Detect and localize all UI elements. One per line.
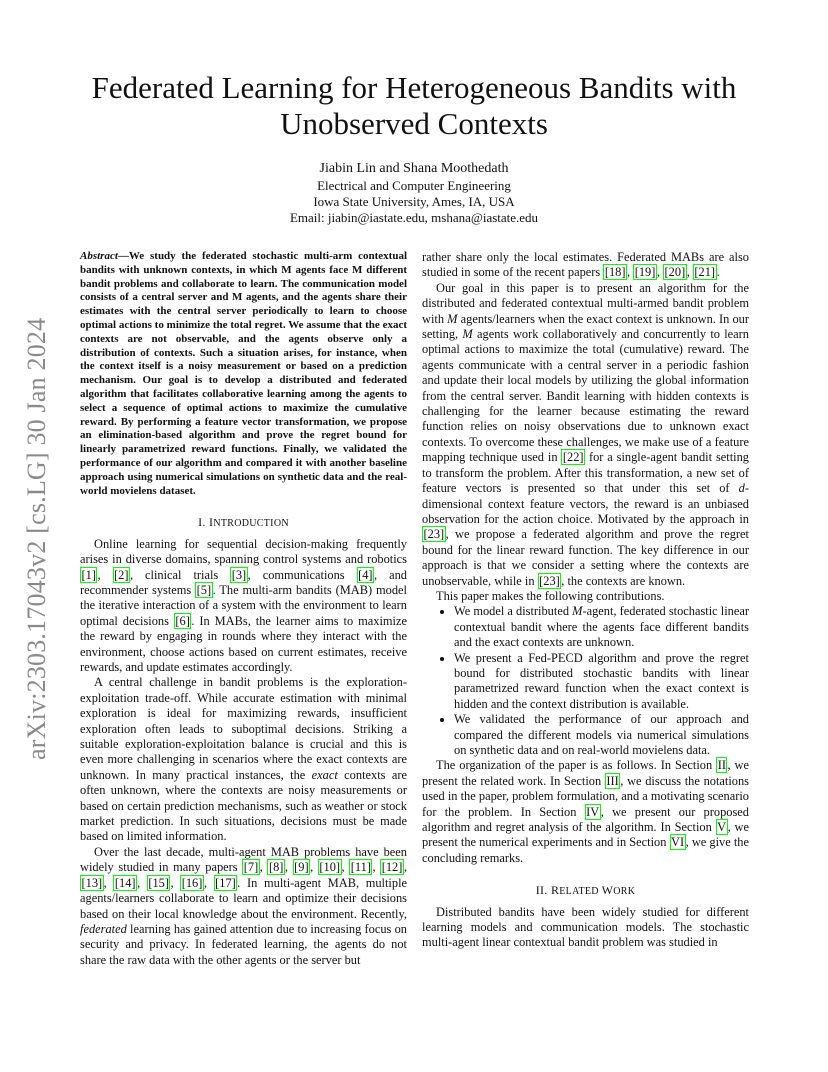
contributions-intro: This paper makes the following contributions. [436, 588, 665, 603]
intro-paragraph-2: A central challenge in bandit problems is the exploration-exploitation trade-off. While accurate estimation with minimal exploration is ideal for maximizing rewards, insufficient exploration often leads to suboptimal decisions. Striking a suitable exploration-exploitation balance is crucial and this is even more challenging in scenarios where the exact contexts are unknown. In many practical instances, the exact contexts are often unknown, where the contexts are noisy measurements or based on certain prediction mechanisms, such as weather or stock market prediction. In such situations, decisions must be made based on limited information. [80, 675, 407, 844]
abstract-text: —We study the federated stochastic multi-arm contextual bandits with unknown contexts, in which M agents face M different bandit problems and collaborate to learn. The communication model consists of a central server and M agents, and the agents share their estimates with the central server periodically to learn to choose optimal actions to minimize the total regret. We assume that the exact contexts are not observable, and the agents observe only a distribution of contexts. Such a situation arises, for instance, when the context itself is a noisy measurement or based on a prediction mechanism. Our goal is to develop a distributed and federated algorithm that facilitates collaborative learning among the agents to select a sequence of optimal actions to maximize the cumulative reward. By performing a feature vector transformation, we propose an elimination-based algorithm and prove the regret bound for linearly parametrized reward functions. Finally, we validated the performance of our algorithm and compared it with another baseline approach using numerical simulations on synthetic data and the real-world movielens dataset. [80, 250, 407, 497]
list-item: • We present a Fed-PECD algorithm and prove the regret bound for distributed stochastic bandits with linear parametrized reward function when the exact context is hidden and the context distribution is available. [454, 651, 749, 713]
citation-link[interactable]: [14] [114, 875, 136, 890]
citation-link[interactable]: [13] [81, 875, 103, 890]
intro-paragraph-4: Our goal in this paper is to present an algorithm for the distributed and federated contextual multi-armed bandit problem with M agents/learners when the exact context is unknown. In our setting, M agents work collaboratively and concurrently to learn optimal actions to maximize the total (cumulative) reward. The agents communicate with a central server in a periodic fashion and update their local models by utilizing the global information from the central server. Bandit learning with hidden contexts is challenging for the learner because estimating the reward function relies on noisy observations due to unknown exact contexts. To overcome these challenges, we make use of a feature mapping technique used in [22] for a single-agent bandit setting to transform the problem. After this transformation, a new set of feature vectors is presented so that under this set of d-dimensional context feature vectors, the reward is an unbiased observation for the action choice. Motivated by the approach in [23] , we propose a federated algorithm and prove the regret bound for the linear reward function. The key difference in our approach is that we consider a setting where the contexts are unobservable, while in [23] , the contexts are known. [422, 280, 749, 588]
intro-paragraph-1: Online learning for sequential decision-making frequently arises in diverse domains, spanning control systems and robotics [1] , [2] , clinical trials [3] , communications [4] , and recommender systems [5] . The multi-arm bandits (MAB) model the iterative interaction of a system with the environment to learn optimal decisions [6] . In MABs, the learner aims to maximize the reward by engaging in rounds where they interact with the environment, choose actions based on current estimates, receive rewards, and update estimates accordingly. [80, 536, 407, 674]
citation-link[interactable]: [12] [381, 860, 403, 875]
citation-link[interactable]: [9] [294, 860, 309, 875]
citation-link[interactable]: [2] [114, 567, 129, 582]
citation-link[interactable]: [17] [215, 875, 236, 890]
abstract [80, 250, 407, 498]
abstract-lead: Abstract [80, 250, 118, 262]
citation-link[interactable]: [4] [358, 567, 373, 582]
list-item: • We model a distributed M-agent, federated stochastic linear contextual bandit where the agents face different bandits and the exact contexts are unknown. [454, 604, 749, 650]
list-item: • We validated the performance of our approach and compared the different models via numerical simulations on synthetic data and on real-world movielens data. [454, 712, 749, 758]
right-column [422, 250, 749, 951]
citation-link[interactable]: [10] [319, 860, 341, 875]
author-university: Iowa State University, Ames, IA, USA [313, 194, 515, 209]
author-email: Email: jiabin@iastate.edu, mshana@iastate.edu [289, 210, 539, 225]
section-link[interactable]: VI [671, 835, 685, 850]
citation-link[interactable]: [1] [81, 567, 96, 582]
paper-title: Federated Learning for Heterogeneous Bandits with Unobserved Contexts [91, 70, 737, 141]
citation-link[interactable]: [6] [175, 613, 190, 628]
section-link[interactable]: III [606, 773, 619, 788]
citation-link[interactable]: [11] [350, 860, 371, 875]
citation-link[interactable]: [8] [268, 860, 284, 875]
author-department: Electrical and Computer Engineering [317, 178, 511, 193]
section-link[interactable]: V [717, 820, 727, 835]
citation-link[interactable]: [19] [634, 265, 656, 280]
citation-link[interactable]: [23] [423, 527, 445, 542]
section-heading-related-work: II. RELATED WORK [535, 883, 636, 898]
citation-link[interactable]: [3] [231, 567, 247, 582]
section-heading-introduction: I. INTRODUCTION [198, 515, 289, 530]
citation-link[interactable]: [16] [181, 875, 203, 890]
citation-link[interactable]: [5] [196, 582, 212, 597]
intro-paragraph-3: Over the last decade, multi-agent MAB problems have been widely studied in many papers [7] , [8] , [9] , [10] , [11] , [12] , [13] , [14] , [15] , [16] , [17] . In multi-agent MAB, multiple agents/learners collaborate to learn and optimize their decisions based on their local knowledge about the environment. Recently, federated learning has gained attention due to increasing focus on security and privacy. In federated learning, the agents do not share the raw data with the other agents or the server but [80, 844, 408, 967]
intro-paragraph-continued: rather share only the local estimates. Federated MABs are also studied in some of the recent papers [18] , [19] , [20] , [21] . [422, 250, 749, 280]
section-link[interactable]: II [717, 758, 726, 773]
related-work-paragraph-1: Distributed bandits have been widely studied for different learning models and communication models. The stochastic multi-agent linear contextual bandit problem was studied in [422, 904, 749, 950]
citation-link[interactable]: [18] [604, 265, 626, 280]
citation-link[interactable]: [23] [539, 573, 560, 588]
section-link[interactable]: IV [586, 804, 600, 819]
left-column [80, 250, 407, 968]
author-names: Jiabin Lin and Shana Moothedath [319, 161, 509, 176]
citation-link[interactable]: [21] [694, 265, 716, 280]
contributions-list [422, 604, 749, 758]
author-block [40, 160, 788, 226]
citation-link[interactable]: [7] [243, 860, 259, 875]
citation-link[interactable]: [22] [562, 450, 584, 465]
organization-paragraph: The organization of the paper is as follows. In Section II , we present the related work. In Section III , we discuss the notations used in the paper, problem formulation, and a motivating scenario for the problem. In Section IV , we present our proposed algorithm and regret analysis of the algorithm. In Section V , we present the numerical experiments and in Section VI , we give the concluding remarks. [422, 758, 749, 865]
citation-link[interactable]: [15] [148, 875, 169, 890]
arxiv-identifier: arXiv:2303.17043v2 [cs.LG] 30 Jan 2024 [22, 317, 51, 760]
citation-link[interactable]: [20] [664, 265, 686, 280]
